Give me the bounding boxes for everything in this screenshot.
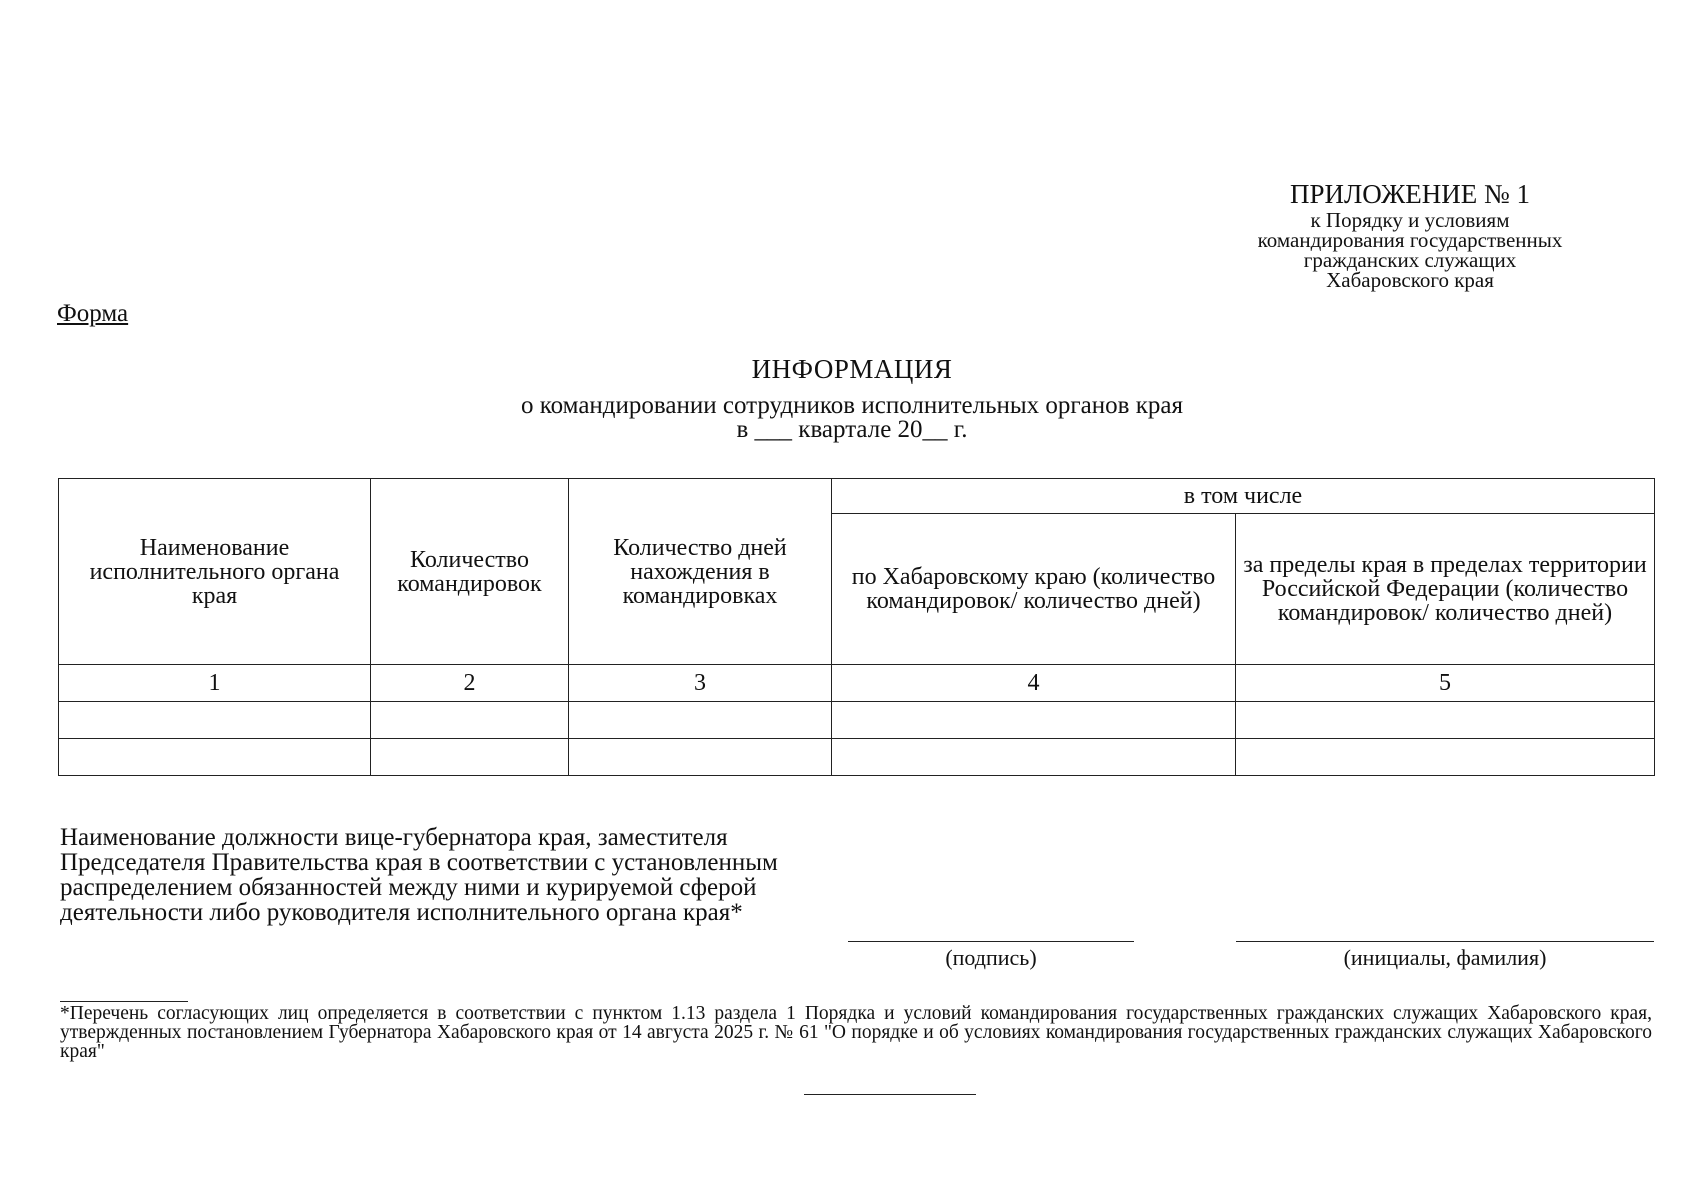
column-header: по Хабаровскому краю (количество командировок/ количество дней): [832, 514, 1236, 665]
subtitle-line: о командировании сотрудников исполнительных органов края: [521, 392, 1183, 419]
table-cell: [59, 739, 371, 776]
name-caption: (инициалы, фамилия): [1343, 945, 1547, 970]
document-subtitle: [0, 394, 1704, 442]
column-number: 1: [59, 665, 371, 702]
column-number: 5: [1236, 665, 1655, 702]
group-header: в том числе: [832, 479, 1655, 514]
signature-line: [848, 941, 1134, 942]
table-row: [59, 702, 1655, 739]
table-cell: [569, 739, 832, 776]
signer-position-text: Наименование должности вице-губернатора края, заместителя Председателя Правительства края в соответствии с установленным распределением обязанностей между ними и курируемой сферой деятельности либо руководителя исполнительного органа края*: [60, 824, 778, 926]
column-number: 4: [832, 665, 1236, 702]
table-row: [59, 739, 1655, 776]
table-cell: [832, 739, 1236, 776]
column-header: Количество командировок: [371, 479, 569, 665]
column-number: 3: [569, 665, 832, 702]
end-rule: [804, 1094, 976, 1095]
column-number: 2: [371, 665, 569, 702]
name-line: [1236, 941, 1654, 942]
column-number-row: [59, 665, 1655, 702]
table-cell: [569, 702, 832, 739]
appendix-line: командирования государственных: [1257, 228, 1563, 252]
appendix-line: Хабаровского края: [1326, 268, 1494, 292]
signature-caption: (подпись): [945, 945, 1037, 970]
subtitle-period-line: в ___ квартале 20__ г.: [736, 416, 968, 443]
table-cell: [371, 702, 569, 739]
appendix-title: ПРИЛОЖЕНИЕ № 1: [1289, 179, 1531, 209]
table-cell: [832, 702, 1236, 739]
footnote-separator: [60, 1001, 188, 1002]
appendix-line: гражданских служащих: [1303, 248, 1517, 272]
column-header: Наименование исполнительного органа края: [59, 479, 371, 665]
report-table: [58, 478, 1655, 776]
table-cell: [59, 702, 371, 739]
document-title: ИНФОРМАЦИЯ: [751, 354, 953, 384]
table-cell: [1236, 739, 1655, 776]
form-label: Форма: [57, 300, 129, 327]
appendix-line: к Порядку и условиям: [1310, 208, 1510, 232]
table-cell: [371, 739, 569, 776]
table-cell: [1236, 702, 1655, 739]
footnote-text: *Перечень согласующих лиц определяется в соответствии с пунктом 1.13 раздела 1 Порядка и условий командирования государственных гражданских служащих Хабаровского края, утвержденных постановлением Губернатора Хабаровского края от 14 августа 2025 г. № 61 "О порядке и об условиях командирования государственных гражданских служащих Хабаровского края": [60, 1003, 1652, 1062]
table-header-group-row: [59, 479, 1655, 514]
column-header: за пределы края в пределах территории Российской Федерации (количество командировок/ количество дней): [1236, 514, 1655, 665]
appendix-block: [1200, 178, 1620, 290]
column-header: Количество дней нахождения в командировках: [569, 479, 832, 665]
